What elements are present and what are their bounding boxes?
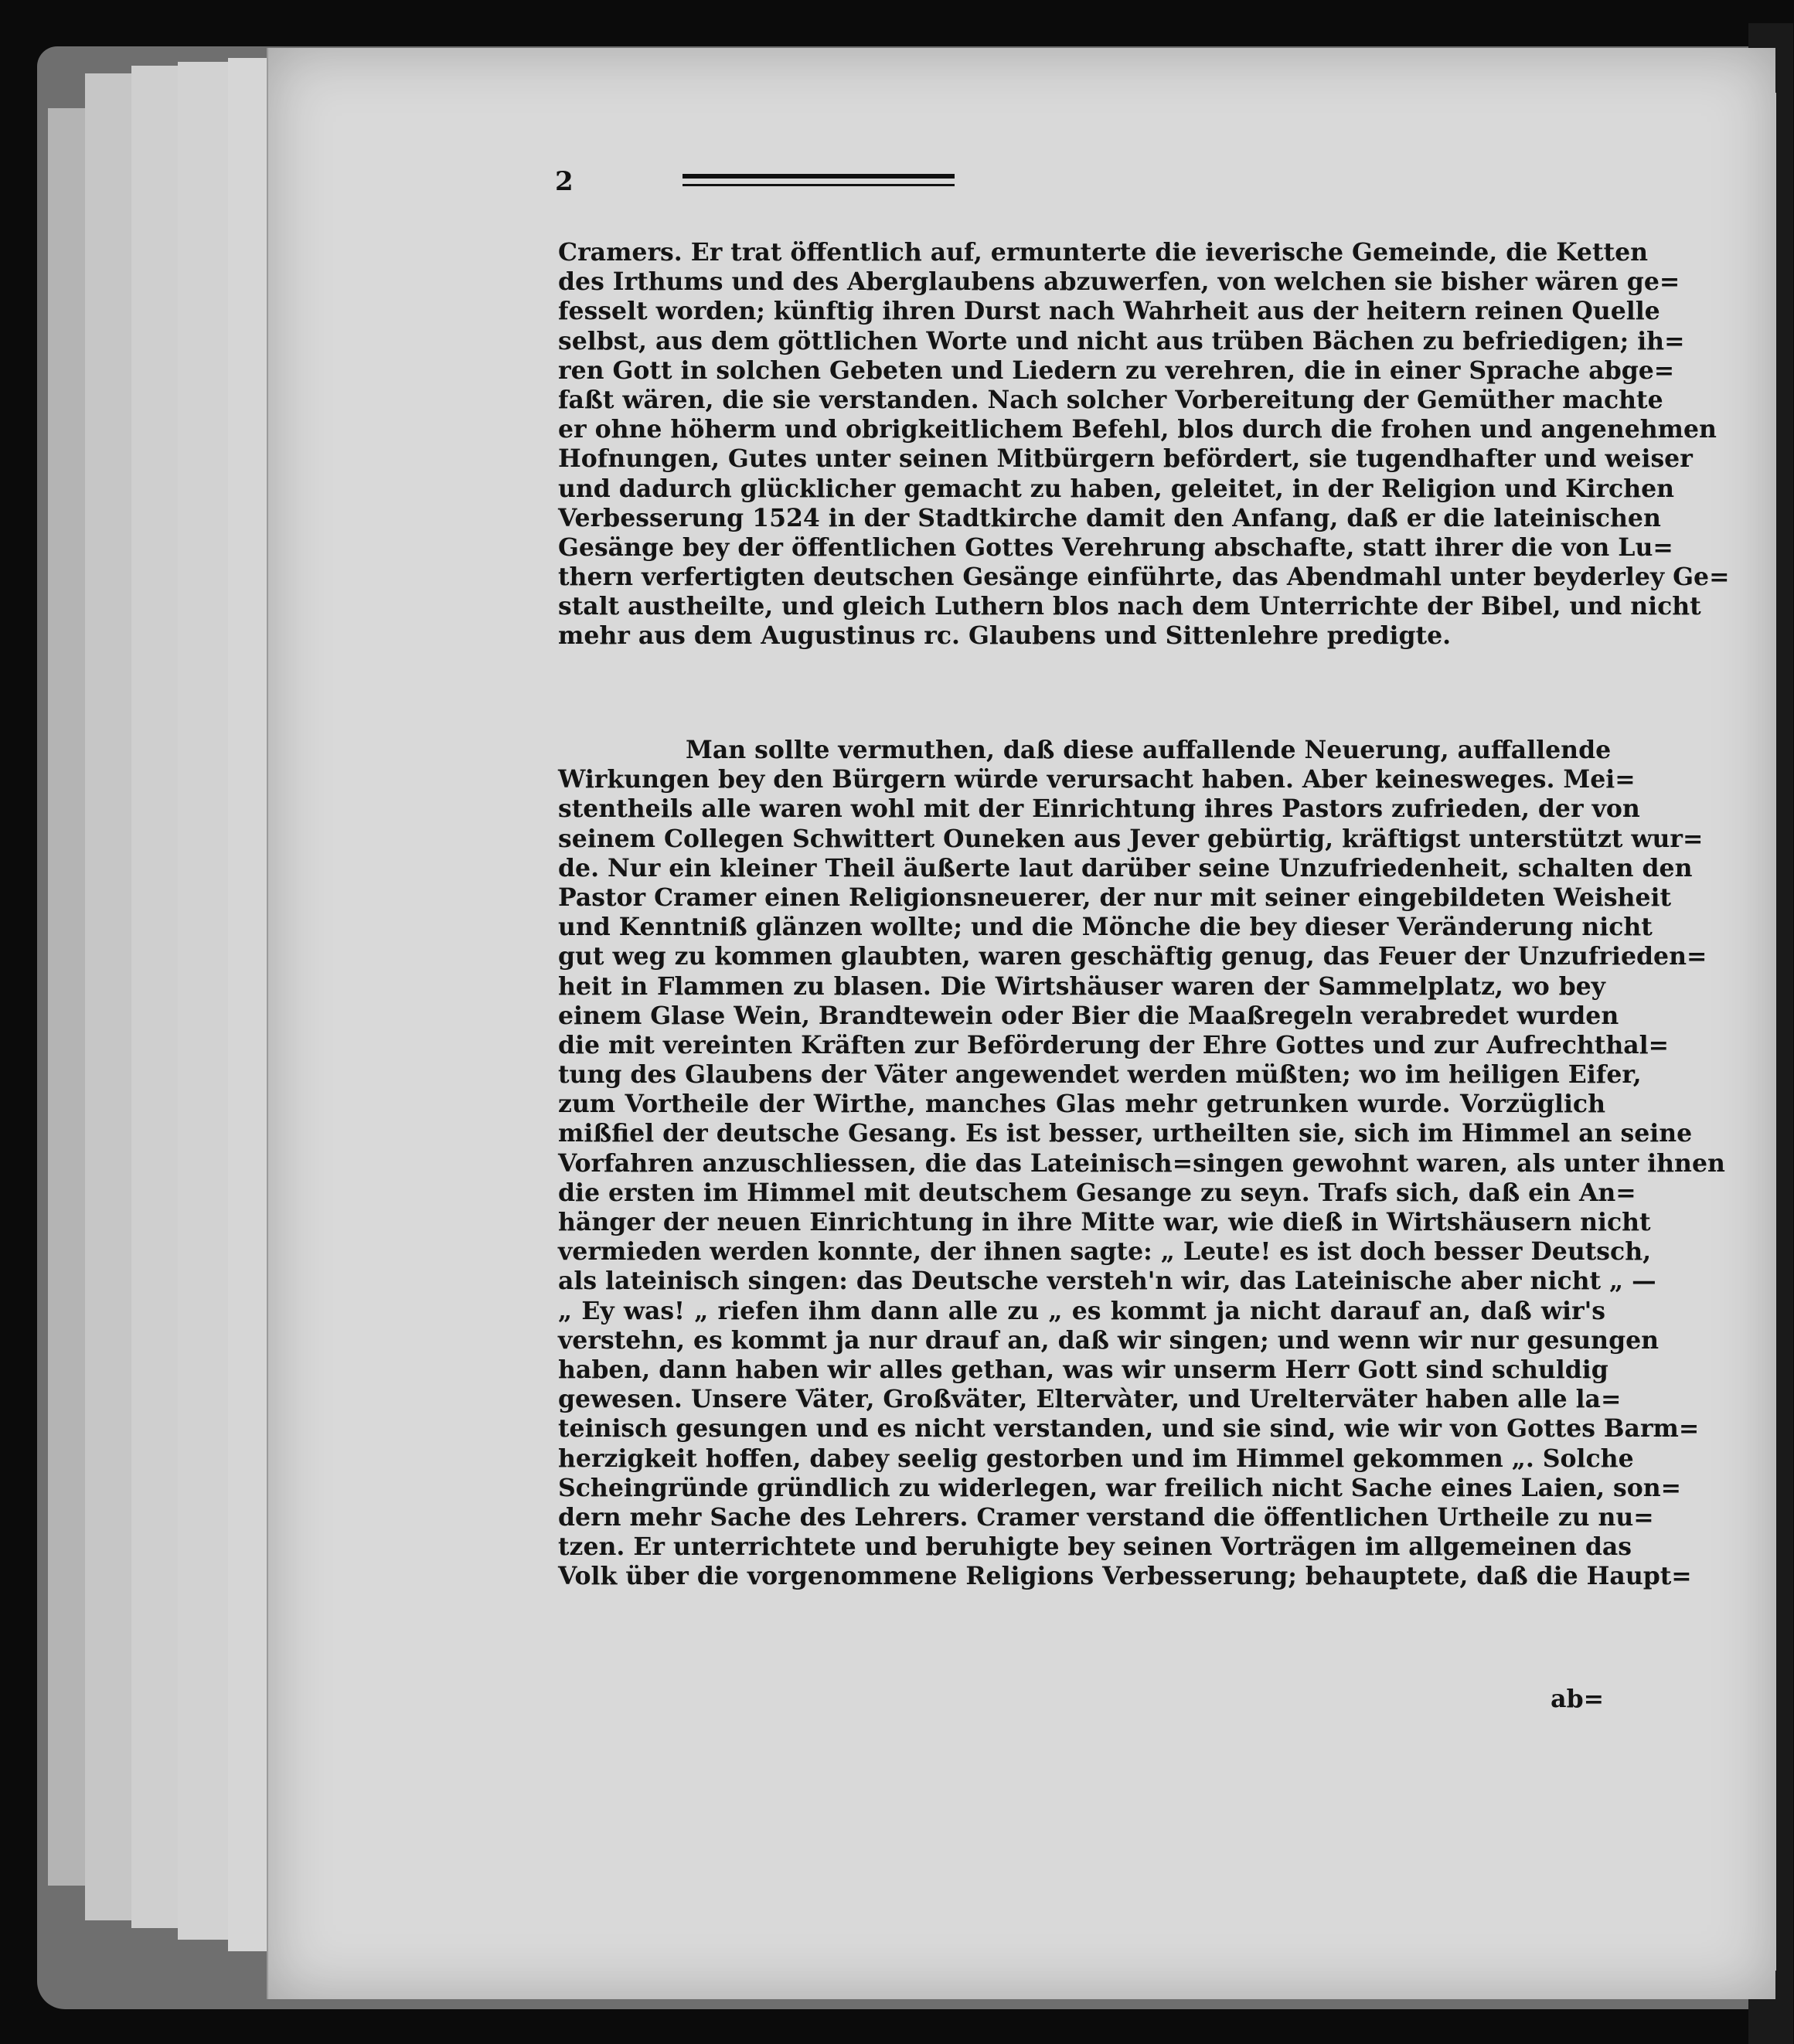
text-line: teinisch gesungen und es nicht verstanden, und sie sind, wie wir von Gottes Barm= [558, 1414, 1700, 1444]
text-line: die mit vereinten Kräften zur Beförderung der Ehre Gottes und zur Aufrechthal= [558, 1030, 1670, 1059]
catchword: ab= [1551, 1685, 1604, 1713]
text-line: Scheingründe gründlich zu widerlegen, war freilich nicht Sache eines Laien, son= [558, 1473, 1682, 1502]
text-line: Cramers. Er trat öffentlich auf, ermunterte die ieverische Gemeinde, die Ketten [558, 238, 1649, 267]
text-line: mehr aus dem Augustinus rc. Glaubens und Sittenlehre predigte. [558, 621, 1452, 651]
header-rule [683, 174, 955, 186]
text-line: selbst, aus dem göttlichen Worte und nicht aus trüben Bächen zu befriedigen; ih= [558, 326, 1685, 355]
paragraph-1 [558, 238, 1730, 651]
text-line: Pastor Cramer einen Religionsneuerer, der nur mit seiner eingebildeten Weisheit [558, 883, 1672, 912]
text-line: heit in Flammen zu blasen. Die Wirtshäuser waren der Sammelplatz, wo bey [558, 971, 1605, 1001]
text-line: und dadurch glücklicher gemacht zu haben, geleitet, in der Religion und Kirchen [558, 474, 1675, 503]
text-line: dern mehr Sache des Lehrers. Cramer verstand die öffentlichen Urtheile zu nu= [558, 1502, 1654, 1532]
text-line: Hofnungen, Gutes unter seinen Mitbürgern befördert, sie tugendhafter und weiser [558, 444, 1693, 474]
text-line: stentheils alle waren wohl mit der Einrichtung ihres Pastors zufrieden, der von [558, 794, 1640, 824]
text-line: haben, dann haben wir alles gethan, was wir unserm Herr Gott sind schuldig [558, 1355, 1608, 1384]
text-line: einem Glase Wein, Brandtewein oder Bier die Maaßregeln verabredet wurden [558, 1001, 1619, 1030]
text-line: Man sollte vermuthen, daß diese auffallende Neuerung, auffallende [686, 736, 1612, 764]
text-line: fesselt worden; künftig ihren Durst nach Wahrheit aus der heitern reinen Quelle [558, 297, 1660, 326]
text-line: tzen. Er unterrichtete und beruhigte bey seinen Vorträgen im allgemeinen das [558, 1532, 1632, 1562]
paragraph-2 [558, 736, 1725, 1591]
text-line: mißfiel der deutsche Gesang. Es ist besser, urtheilten sie, sich im Himmel an seine [558, 1119, 1693, 1148]
text-line: Verbesserung 1524 in der Stadtkirche damit den Anfang, daß er die lateinischen [558, 503, 1661, 532]
text-line: hänger der neuen Einrichtung in ihre Mitte war, wie dieß in Wirtshäusern nicht [558, 1208, 1651, 1236]
text-line: die ersten im Himmel mit deutschem Gesange zu seyn. Trafs sich, daß ein An= [558, 1178, 1636, 1207]
text-line: „ Ey was! „ riefen ihm dann alle zu „ es kommt ja nicht darauf an, daß wir's [558, 1296, 1605, 1325]
text-line: faßt wären, die sie verstanden. Nach solcher Vorbereitung der Gemüther machte [558, 385, 1663, 414]
text-line: Vorfahren anzuschliessen, die das Lateinisch=singen gewohnt waren, als unter ihnen [558, 1148, 1725, 1178]
text-line: gut weg zu kommen glaubten, waren geschäftig genug, das Feuer der Unzufrieden= [558, 942, 1707, 971]
text-line: zum Vortheile der Wirthe, manches Glas mehr getrunken wurde. Vorzüglich [558, 1090, 1605, 1119]
text-line: seinem Collegen Schwittert Ouneken aus Jever gebürtig, kräftigst unterstützt wur= [558, 824, 1704, 853]
text-line: verstehn, es kommt ja nur drauf an, daß wir singen; und wenn wir nur gesungen [558, 1325, 1660, 1355]
text-line: und Kenntniß glänzen wollte; und die Mönche die bey dieser Veränderung nicht [558, 913, 1653, 942]
text-line: thern verfertigten deutschen Gesänge einführte, das Abendmahl unter beyderley Ge= [558, 563, 1730, 592]
text-line: vermieden werden konnte, der ihnen sagte: „ Leute! es ist doch besser Deutsch, [558, 1237, 1652, 1267]
text-line: herzigkeit hoffen, dabey seelig gestorben und im Himmel gekommen „. Solche [558, 1444, 1634, 1473]
text-line: des Irthums und des Aberglaubens abzuwerfen, von welchen sie bisher wären ge= [558, 267, 1680, 297]
text-line: er ohne höherm und obrigkeitlichem Befehl, blos durch die frohen und angenehmen [558, 415, 1717, 444]
text-line: gewesen. Unsere Väter, Großväter, Eltervàter, und Urelterväter haben alle la= [558, 1385, 1622, 1414]
text-line: Gesänge bey der öffentlichen Gottes Verehrung abschafte, statt ihrer die von Lu= [558, 532, 1673, 562]
text-line: tung des Glaubens der Väter angewendet werden müßten; wo im heiligen Eifer, [558, 1060, 1642, 1090]
text-line: Volk über die vorgenommene Religions Verbesserung; behauptete, daß die Haupt= [558, 1562, 1692, 1591]
text-line: ren Gott in solchen Gebeten und Liedern zu verehren, die in einer Sprache abge= [558, 355, 1675, 385]
text-line: Wirkungen bey den Bürgern würde verursacht haben. Aber keinesweges. Mei= [558, 765, 1636, 794]
text-line: stalt austheilte, und gleich Luthern blos nach dem Unterrichte der Bibel, und nicht [558, 592, 1701, 621]
text-line: als lateinisch singen: das Deutsche versteh'n wir, das Lateinische aber nicht „ — [558, 1267, 1656, 1296]
page-number: 2 [555, 166, 574, 197]
text-line: de. Nur ein kleiner Theil äußerte laut darüber seine Unzufriedenheit, schalten den [558, 853, 1693, 883]
